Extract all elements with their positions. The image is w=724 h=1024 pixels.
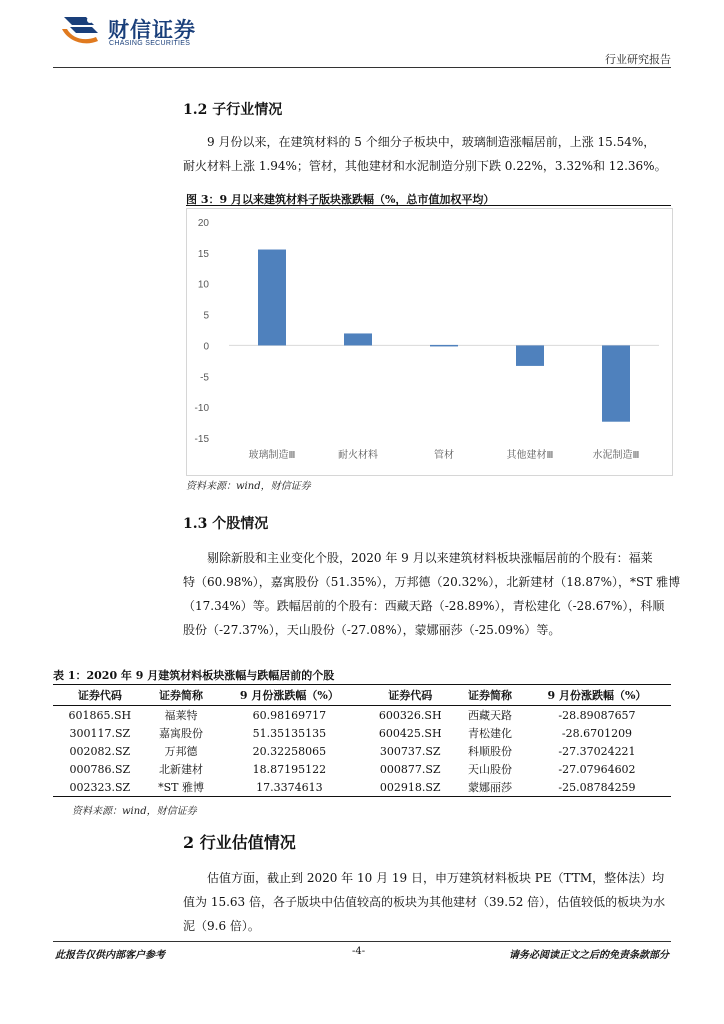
table-cell: 科顺股份 [468,745,512,758]
table-caption: 表 1：2020 年 9 月建筑材料板块涨幅与跌幅居前的个股 [53,669,335,682]
table-cell: -27.37024221 [558,744,636,758]
table-cell: 西藏天路 [468,709,512,722]
y-tick-label: -15 [194,434,209,445]
table-cell: 601865.SH [68,708,132,722]
table-row [53,778,671,797]
table-cell: -28.89087657 [558,708,636,722]
y-tick-label: -5 [200,372,209,384]
paragraph-line: （17.34%）等。跌幅居前的个股有：西藏天路（-28.89%），青松建化（-28.67%），科顺 [183,599,665,613]
y-tick-label: 15 [197,248,209,260]
section-heading-1-2: 1.2 子行业情况 [183,102,283,118]
table-cell: 万邦德 [164,745,198,758]
x-category-label: 水泥制造Ⅲ [592,450,640,461]
table-row [53,742,671,760]
table-cell: 002082.SZ [69,744,131,758]
footer-notice: 请务必阅读正文之后的免责条款部分 [509,950,669,961]
table-cell: 002918.SZ [363,778,457,797]
bar [258,250,286,346]
stocks-table [53,684,671,797]
table-row [53,706,671,725]
table-cell: -25.08784259 [523,778,671,797]
figure-caption-rule [186,205,671,206]
paragraph-line: 特（60.98%），嘉寓股份（51.35%），万邦德（20.32%），北新建材（18.87%），*ST 雅博 [183,575,681,589]
paragraph-line: 耐火材料上涨 1.94%；管材，其他建材和水泥制造分别下跌 0.22%，3.32%和 12.36%。 [183,159,667,173]
bar-chart [186,208,673,476]
table-source-note: 资料来源：wind，财信证券 [72,806,197,817]
table-row [53,760,671,778]
report-type-label: 行业研究报告 [605,53,671,66]
logo-english-name: CHASING SECURITIES [109,40,191,47]
footer-divider [53,941,671,942]
table-cell: 000877.SZ [379,762,441,776]
section-1-2-paragraph [183,130,681,178]
paragraph-line: 泥（9.6 倍）。 [183,919,260,933]
table-cell: 18.87195122 [252,762,327,776]
table-cell: -28.6701209 [561,726,633,740]
table-cell: 嘉寓股份 [159,727,204,740]
table-header-cell: 9 月份涨跌幅（%） [523,685,671,706]
figure-source-note: 资料来源：wind，财信证券 [186,481,311,492]
table-cell: 51.35135135 [252,726,327,740]
table-header-cell: 证券简称 [147,685,216,706]
table-cell: 300117.SZ [69,726,131,740]
section-heading-1-3: 1.3 个股情况 [183,516,269,532]
table-row [53,724,671,742]
table-cell: 600425.SH [378,726,442,740]
table-cell: 天山股份 [468,763,512,776]
table-cell: 蒙娜丽莎 [457,778,523,797]
company-logo-icon [60,11,102,49]
table-cell: 17.3374613 [215,778,363,797]
bar-chart-svg [187,209,672,475]
section-1-3-paragraph [183,546,681,642]
paragraph-line: 剔除新股和主业变化个股，2020 年 9 月以来建筑材料板块涨幅居前的个股有：福莱 [207,551,653,565]
table-cell: 600326.SH [378,708,442,722]
table-cell: 青松建化 [468,727,512,740]
x-category-label: 管材 [434,450,454,461]
table-cell: 002323.SZ [53,778,147,797]
table-header-row [53,685,671,706]
x-category-label: 耐火材料 [338,450,378,461]
figure-caption: 图 3：9 月以来建筑材料子版块涨跌幅（%，总市值加权平均） [186,193,495,206]
table-cell: 福莱特 [164,709,198,722]
header-divider [53,67,671,68]
y-tick-label: 0 [203,341,209,353]
table-cell: *ST 雅博 [147,778,216,797]
paragraph-line: 股份（-27.37%），天山股份（-27.08%），蒙娜丽莎（-25.09%）等。 [183,623,561,637]
bar [430,345,458,347]
table-cell: 300737.SZ [379,744,441,758]
table-cell: 北新建材 [159,763,204,776]
bar [344,333,372,345]
bar [602,345,630,421]
table-header-cell: 证券代码 [363,685,457,706]
footer-disclaimer: 此报告仅供内部客户参考 [55,950,165,961]
section-heading-2: 2 行业估值情况 [183,833,296,852]
bar [516,345,544,365]
table-cell: 20.32258065 [252,744,327,758]
table-cell: -27.07964602 [558,762,636,776]
table-cell: 60.98169717 [252,708,327,722]
table-header-cell: 证券代码 [53,685,147,706]
logo-chinese-name: 财信证券 [108,18,196,42]
page-number: -4- [352,946,366,957]
y-tick-label: -10 [194,403,209,415]
table-cell: 000786.SZ [69,762,131,776]
table-header-cell: 9 月份涨跌幅（%） [215,685,363,706]
paragraph-line: 值为 15.63 倍，各子版块中估值较高的板块为其他建材（39.52 倍），估值较低的板块为水 [183,895,666,909]
x-category-label: 其他建材Ⅲ [506,450,554,461]
paragraph-line: 9 月份以来，在建筑材料的 5 个细分子板块中，玻璃制造涨幅居前，上涨 15.54%， [207,135,656,149]
table-header-cell: 证券简称 [457,685,523,706]
x-category-label: 玻璃制造Ⅲ [248,450,296,461]
y-tick-label: 20 [197,218,209,229]
y-tick-label: 5 [203,310,209,322]
section-2-paragraph [183,866,681,938]
paragraph-line: 估值方面，截止到 2020 年 10 月 19 日，申万建筑材料板块 PE（TTM，整体法）均 [207,871,665,885]
y-tick-label: 10 [197,279,209,291]
